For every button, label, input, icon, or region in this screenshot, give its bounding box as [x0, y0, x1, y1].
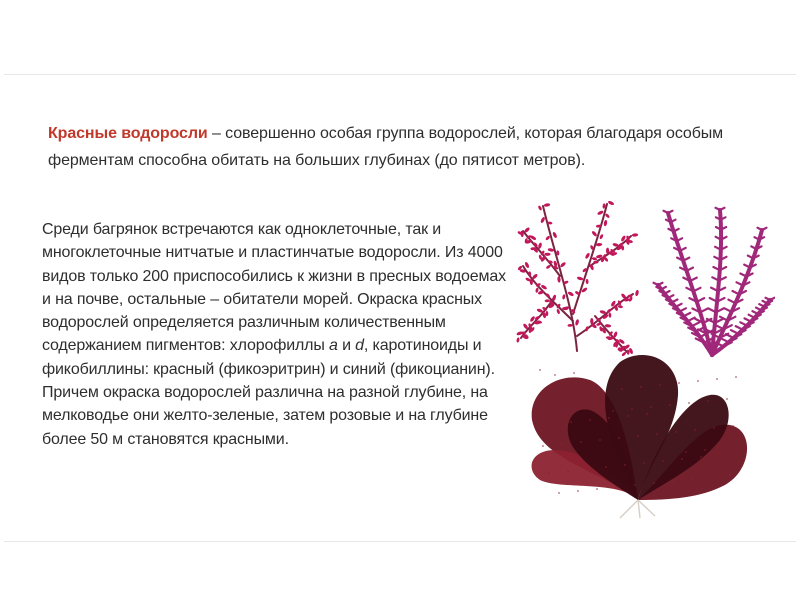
- blade-speckle: [710, 476, 712, 478]
- blade-speckle: [573, 372, 575, 374]
- blade-speckle: [612, 410, 614, 412]
- alga-leaflet: [567, 291, 574, 297]
- blade-speckle: [551, 423, 553, 425]
- blade-speckle: [650, 406, 652, 408]
- blade-speckle: [580, 441, 582, 443]
- blade-speckle: [608, 417, 610, 419]
- frond-pinnule: [692, 323, 699, 327]
- body-text-part2: , каротиноиды и фикобиллины: красный (фикоэритрин) и синий (фикоцианин). Причем окраска водорослей различна на разной глубине, на мелководье они желто-зеленые, затем розовые и на глубине более 50 м становятся красными.: [42, 337, 495, 448]
- alga-leaflet: [557, 276, 561, 283]
- alga-leaflet: [577, 276, 584, 281]
- alga-leaflet: [552, 231, 558, 238]
- blade-speckle: [624, 464, 626, 466]
- blade-speckle: [659, 384, 661, 386]
- alga-leaflet: [535, 287, 539, 293]
- alga-leaflet: [591, 230, 598, 237]
- blade-speckle: [634, 484, 636, 486]
- blade-speckle: [637, 435, 639, 437]
- alga-leaflet: [544, 253, 550, 256]
- alga-leaflet: [545, 299, 550, 302]
- frond-pinnule: [740, 322, 747, 325]
- blade-speckle: [570, 421, 572, 423]
- frond-pinnule: [676, 304, 682, 307]
- blade-speckle: [545, 396, 547, 398]
- blade-speckle: [583, 392, 585, 394]
- alga-leaflet: [606, 248, 609, 254]
- blade-speckle: [596, 488, 598, 490]
- frond-pinnule: [726, 334, 734, 338]
- blade-speckle: [732, 425, 734, 427]
- blade-speckle: [589, 419, 591, 421]
- blade-speckle: [707, 400, 709, 402]
- blade-speckle: [735, 376, 737, 378]
- alga-leaflet: [590, 318, 593, 324]
- alga-leaflet: [632, 233, 639, 237]
- blade-speckle: [662, 460, 664, 462]
- frond-pinnule: [680, 308, 686, 311]
- alga-leaflet: [635, 290, 639, 297]
- blade-speckle: [631, 408, 633, 410]
- blade-speckle: [577, 490, 579, 492]
- blade-speckle: [723, 447, 725, 449]
- alga-leaflet: [562, 294, 566, 300]
- blade-speckle: [542, 445, 544, 447]
- alga-leaflet: [605, 324, 612, 328]
- intro-paragraph: [48, 120, 778, 174]
- alga-leaflet: [584, 252, 590, 259]
- blade-speckle: [729, 474, 731, 476]
- alga-leaflet: [534, 321, 540, 324]
- blade-speckle: [653, 482, 655, 484]
- blade-speckle: [567, 470, 569, 472]
- blade-speckle: [646, 413, 648, 415]
- blade-speckle: [685, 451, 687, 453]
- blade-speckle: [627, 415, 629, 417]
- blade-speckle: [618, 437, 620, 439]
- alga-leaflet: [608, 312, 611, 317]
- blade-speckle: [539, 369, 541, 371]
- blade-speckle: [548, 472, 550, 474]
- frond-pinnule: [672, 300, 678, 303]
- blade-speckle: [716, 378, 718, 380]
- blade-speckle: [681, 458, 683, 460]
- alga-leaflet: [544, 203, 551, 207]
- blade-speckle: [704, 449, 706, 451]
- body-paragraph: [42, 218, 512, 451]
- body-text-part1: Среди багрянок встречаются как одноклеточные, так и многоклеточные нитчатые и пластинчатые водоросли. Из 4000 видов только 200 приспособились к жизни в пресных водоемах и на почве, остальные – обитатели морей. Окраска красных водорослей определяется различным количественным содержанием пигментов: хлорофиллы: [42, 221, 506, 355]
- frond-pinnule: [721, 338, 729, 342]
- alga-leaflet: [615, 341, 618, 347]
- blade-speckle: [669, 404, 671, 406]
- pigment-a: a: [329, 337, 338, 355]
- alga-leaflet: [516, 337, 520, 343]
- blade-speckle: [586, 468, 588, 470]
- blade-speckle: [678, 382, 680, 384]
- highlighted-term: Красные водоросли: [48, 125, 208, 142]
- frond-pinnule: [668, 295, 673, 298]
- alga-holdfast: [620, 500, 655, 518]
- alga-leaflet: [562, 307, 568, 310]
- blade-speckle: [621, 388, 623, 390]
- body-text-conj: и: [337, 337, 356, 355]
- blade-speckle: [602, 390, 604, 392]
- blade-speckle: [564, 394, 566, 396]
- alga-leaflet: [575, 319, 580, 326]
- blade-speckle: [688, 402, 690, 404]
- blade-speckle: [694, 429, 696, 431]
- branching-alga-image: [515, 196, 640, 356]
- alga-leaflet: [599, 234, 604, 240]
- blade-speckle: [561, 443, 563, 445]
- pigment-d: d: [355, 337, 364, 355]
- alga-leaflet: [603, 220, 607, 227]
- alga-leaflet: [567, 324, 572, 327]
- blade-speckle: [640, 386, 642, 388]
- blade-speckle: [700, 456, 702, 458]
- blade-speckle: [691, 478, 693, 480]
- blade-speckle: [643, 462, 645, 464]
- blade-speckle: [558, 492, 560, 494]
- blade-speckle: [672, 480, 674, 482]
- frond-pinnule: [688, 318, 695, 322]
- alga-leaflet: [540, 216, 546, 223]
- body-text-block: [42, 218, 512, 451]
- blade-speckle: [697, 380, 699, 382]
- blade-speckle: [554, 374, 556, 376]
- frond-pinnule: [731, 330, 738, 334]
- alga-leaflet: [607, 200, 614, 206]
- blade-speckle: [605, 466, 607, 468]
- feathery-alga-image: [650, 205, 775, 360]
- alga-leaflet: [537, 205, 542, 211]
- blade-speckle: [675, 431, 677, 433]
- alga-leaflet: [586, 279, 589, 284]
- intro-text: – совершенно особая группа водорослей, которая благодаря особым ферментам способна обитать на больших глубинах (до пятисот метров).: [48, 125, 724, 169]
- blade-speckle: [615, 486, 617, 488]
- frond-pinnule: [684, 313, 691, 316]
- blade-speckle: [713, 427, 715, 429]
- leafy-alga-image: [520, 350, 755, 520]
- alga-leaflet: [560, 261, 567, 268]
- blade-speckle: [726, 398, 728, 400]
- blade-speckle: [656, 433, 658, 435]
- alga-leaflet: [597, 210, 604, 216]
- blade-speckle: [599, 439, 601, 441]
